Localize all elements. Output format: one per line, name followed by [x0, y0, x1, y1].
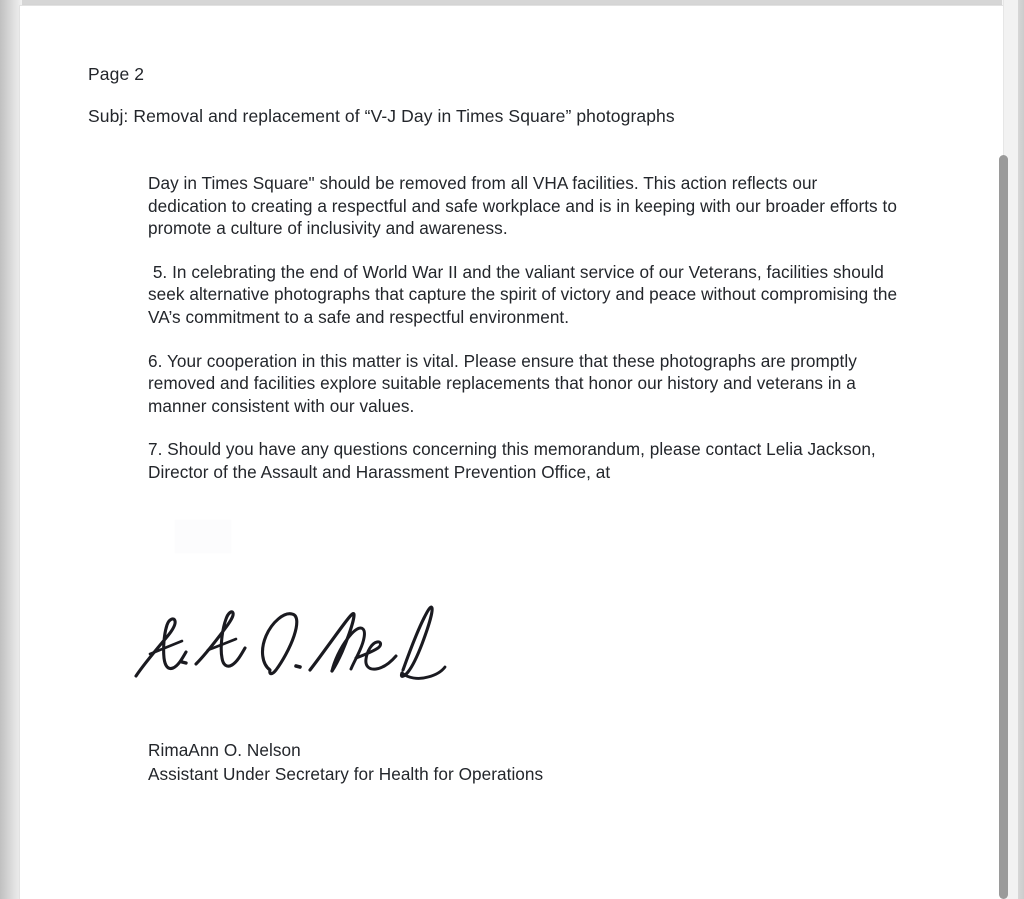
signature-block [148, 739, 543, 786]
signer-name: RimaAnn O. Nelson [148, 740, 301, 760]
page-number-label: Page 2 [88, 64, 145, 84]
viewer-left-gutter [0, 0, 22, 899]
vertical-scrollbar-track[interactable] [1003, 0, 1018, 899]
paragraph-5: 5. In celebrating the end of World War II and the valiant service of our Veterans, facilities should seek alternative photographs that capture the spirit of victory and peace without compromising the VA’s commitment to a safe and respectful environment. [148, 261, 902, 327]
subject-line: Subj: Removal and replacement of “V-J Day in Times Square” photographs [88, 106, 675, 126]
scanned-page [20, 6, 1004, 899]
paragraph-6: 6. Your cooperation in this matter is vital. Please ensure that these photographs are promptly removed and facilities explore suitable replacements that honor our history and veterans in a manner consistent with our values. [148, 350, 862, 416]
document-body [148, 172, 900, 484]
paragraph-continuation: Day in Times Square" should be removed from all VHA facilities. This action reflects our dedication to creating a respectful and safe workplace and is in keeping with our broader efforts to promote a culture of inclusivity and awareness. [148, 173, 902, 239]
signer-title: Assistant Under Secretary for Health for Operations [148, 763, 544, 784]
vertical-scrollbar-thumb[interactable] [999, 155, 1008, 899]
handwritten-signature-icon [120, 598, 450, 694]
paragraph-7: 7. Should you have any questions concerning this memorandum, please contact Lelia Jackson, Director of the Assault and Harassment Prevention Office, at [148, 439, 881, 482]
redacted-block [175, 520, 231, 553]
